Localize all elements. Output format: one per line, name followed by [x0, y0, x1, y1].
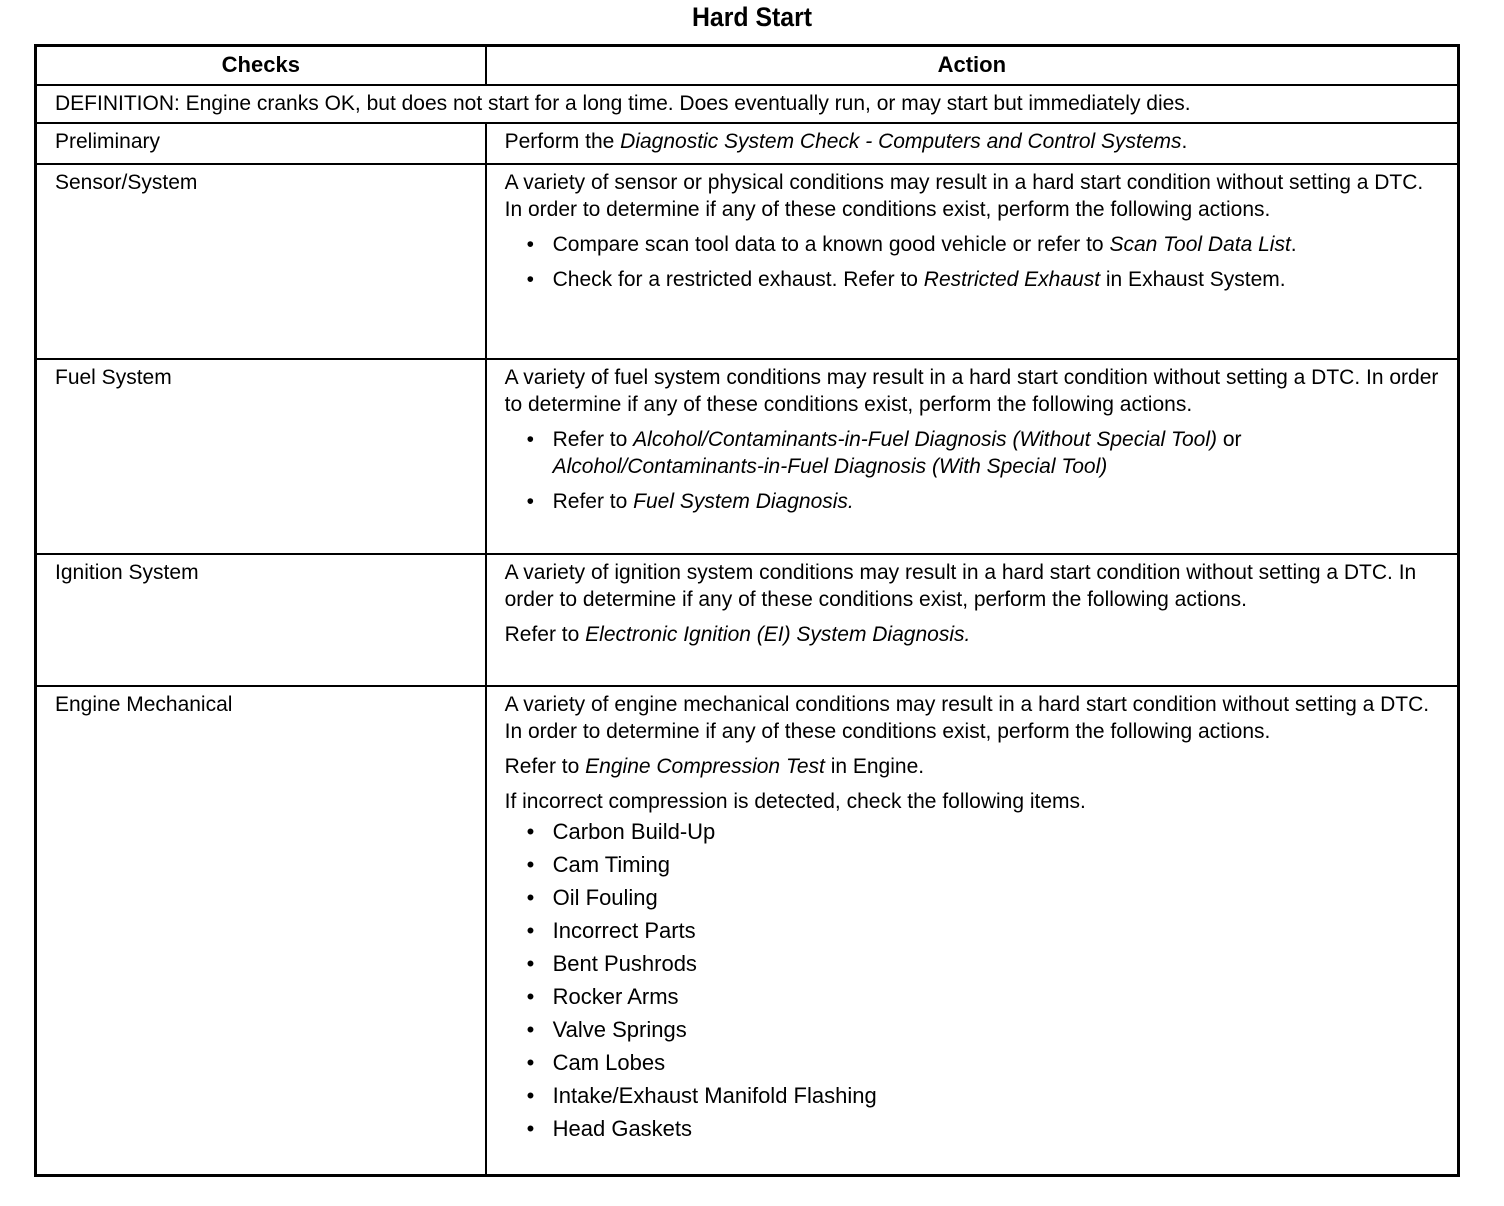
refer-text: Refer to	[504, 623, 586, 646]
bullet-text: Refer to	[552, 428, 634, 451]
refer-text: Refer to	[504, 755, 586, 778]
check-label: Sensor/System	[36, 164, 486, 359]
reference-link[interactable]: Engine Compression Test	[585, 755, 825, 778]
check-label: Preliminary	[36, 123, 486, 164]
reference-link[interactable]: Scan Tool Data List	[1109, 233, 1291, 256]
check-item: • Head Gaskets	[527, 1114, 1443, 1147]
check-item: • Oil Fouling	[527, 883, 1443, 916]
bullet-item	[527, 488, 1443, 515]
table-row-sensor-system	[36, 164, 1459, 359]
reference-link[interactable]: Fuel System Diagnosis.	[633, 490, 854, 513]
column-header-action: Action	[486, 46, 1459, 86]
action-intro: A variety of engine mechanical conditions may result in a hard start condition without setting a DTC. In order to determine if any of these conditions exist, perform the following actions.	[504, 693, 1430, 743]
check-items-list	[505, 817, 1443, 1147]
check-item: • Carbon Build-Up	[527, 817, 1443, 850]
action-refer	[505, 753, 1443, 780]
definition-row	[36, 85, 1459, 123]
check-item: • Cam Lobes	[527, 1048, 1443, 1081]
definition-text: DEFINITION: Engine cranks OK, but does not start for a long time. Does eventually run, or may start but immediately dies.	[36, 85, 1459, 123]
check-item: • Cam Timing	[527, 850, 1443, 883]
action-cell	[486, 554, 1459, 686]
bullet-text: Refer to	[552, 490, 634, 513]
column-header-checks: Checks	[36, 46, 486, 86]
check-label: Ignition System	[36, 554, 486, 686]
action-followup: If incorrect compression is detected, check the following items.	[504, 790, 1086, 813]
bullet-text-suffix: .	[1290, 233, 1297, 256]
bullet-text: Check for a restricted exhaust. Refer to	[552, 268, 924, 291]
check-item: • Incorrect Parts	[527, 916, 1443, 949]
hard-start-table	[34, 44, 1460, 1177]
bullet-text-middle: or	[1216, 428, 1242, 451]
check-label: Engine Mechanical	[36, 686, 486, 1176]
table-row-engine-mechanical	[36, 686, 1459, 1176]
reference-link[interactable]: Diagnostic System Check - Computers and Control Systems	[620, 130, 1182, 153]
table-row-ignition-system	[36, 554, 1459, 686]
action-cell	[486, 164, 1459, 359]
check-item: • Valve Springs	[527, 1015, 1443, 1048]
refer-text-suffix: in Engine.	[824, 755, 925, 778]
reference-link[interactable]: Restricted Exhaust	[923, 268, 1101, 291]
check-label: Fuel System	[36, 359, 486, 554]
check-item: • Intake/Exhaust Manifold Flashing	[527, 1081, 1443, 1114]
action-bullet-list	[505, 231, 1443, 293]
action-intro: A variety of sensor or physical conditions may result in a hard start condition without setting a DTC. In order to determine if any of these conditions exist, perform the following actions.	[504, 171, 1424, 221]
check-item: • Rocker Arms	[527, 982, 1443, 1015]
action-text: Perform the	[504, 130, 621, 153]
bullet-text: Compare scan tool data to a known good vehicle or refer to	[552, 233, 1110, 256]
action-text-suffix: .	[1181, 130, 1188, 153]
reference-link[interactable]: Alcohol/Contaminants-in-Fuel Diagnosis (Without Special Tool)	[633, 428, 1217, 451]
check-item: • Bent Pushrods	[527, 949, 1443, 982]
action-cell	[486, 359, 1459, 554]
action-refer	[505, 621, 1443, 648]
table-row-fuel-system	[36, 359, 1459, 554]
action-bullet-list	[505, 426, 1443, 515]
bullet-item	[527, 231, 1443, 258]
bullet-item	[527, 266, 1443, 293]
action-cell	[486, 686, 1459, 1176]
action-intro: A variety of fuel system conditions may result in a hard start condition without setting a DTC. In order to determine if any of these conditions exist, perform the following actions.	[504, 366, 1439, 416]
action-intro: A variety of ignition system conditions may result in a hard start condition without setting a DTC. In order to determine if any of these conditions exist, perform the following actions.	[504, 561, 1417, 611]
action-cell	[486, 123, 1459, 164]
reference-link[interactable]: Alcohol/Contaminants-in-Fuel Diagnosis (With Special Tool)	[552, 455, 1108, 478]
page-title: Hard Start	[691, 2, 813, 32]
table-header-row	[36, 46, 1459, 86]
bullet-text-suffix: in Exhaust System.	[1100, 268, 1286, 291]
bullet-item	[527, 426, 1443, 480]
reference-link[interactable]: Electronic Ignition (EI) System Diagnosis.	[585, 623, 971, 646]
table-row-preliminary	[36, 123, 1459, 164]
